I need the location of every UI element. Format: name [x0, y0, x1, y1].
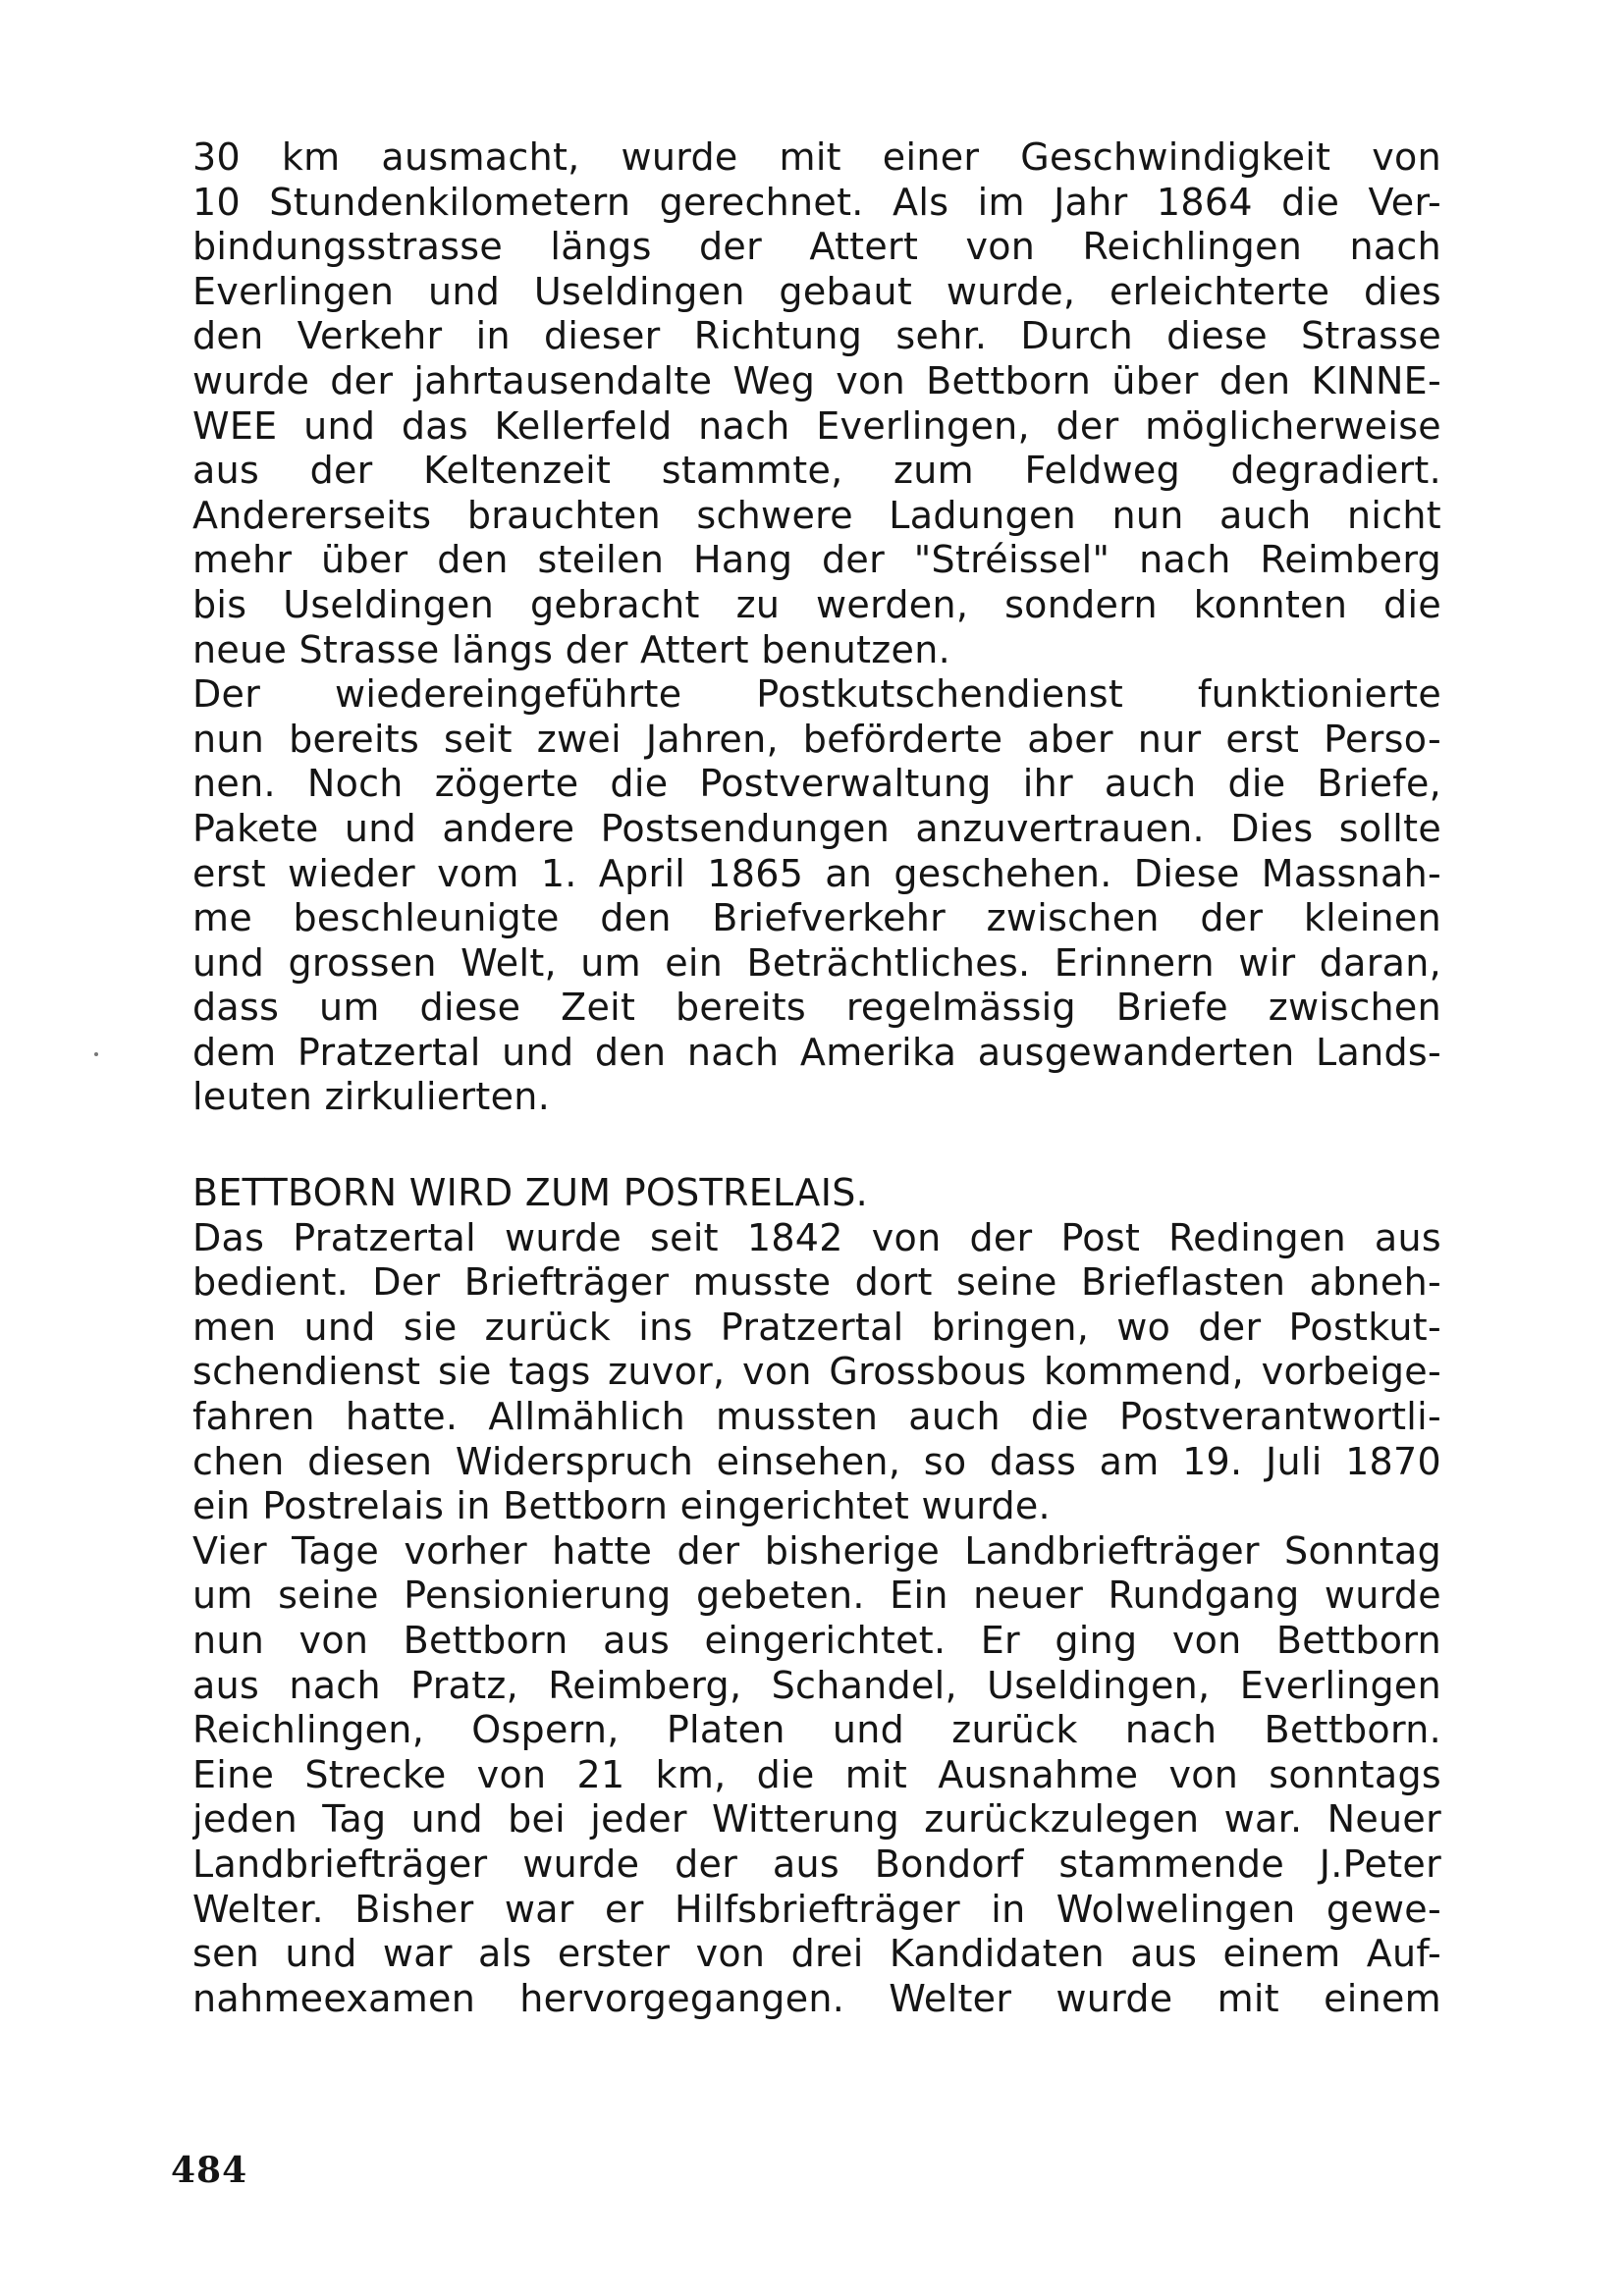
text-line: me beschleunigte den Briefverkehr zwischen der kleinen — [192, 896, 1441, 940]
page-number: 484 — [171, 2150, 248, 2191]
text-line: wurde der jahrtausendalte Weg von Bettborn über den KINNE- — [192, 358, 1441, 402]
section-heading: BETTBORN WIRD ZUM POSTRELAIS. — [192, 1171, 869, 1215]
text-line: dem Pratzertal und den nach Amerika ausgewanderten Lands- — [192, 1030, 1441, 1074]
text-line: Reichlingen, Ospern, Platen und zurück nach Bettborn. — [192, 1708, 1441, 1752]
text-line: aus nach Pratz, Reimberg, Schandel, Useldingen, Everlingen — [192, 1663, 1441, 1707]
text-line: Welter. Bisher war er Hilfsbriefträger in Wolwelingen gewe- — [192, 1887, 1441, 1931]
text-line: chen diesen Widerspruch einsehen, so dass am 19. Juli 1870 — [192, 1439, 1441, 1483]
text-line: jeden Tag und bei jeder Witterung zurückzulegen war. Neuer — [192, 1797, 1441, 1842]
text-line: neue Strasse längs der Attert benutzen. — [192, 627, 950, 671]
text-line: Der wiedereingeführte Postkutschendienst funktionierte — [192, 672, 1441, 717]
text-line: aus der Keltenzeit stammte, zum Feldweg degradiert. — [192, 449, 1441, 493]
section-spacer — [192, 1120, 1441, 1171]
text-line: 30 km ausmacht, wurde mit einer Geschwindigkeit von — [192, 135, 1441, 179]
text-line: Das Pratzertal wurde seit 1842 von der Post Redingen aus — [192, 1215, 1441, 1259]
text-line: leuten zirkulierten. — [192, 1075, 551, 1119]
paragraph — [192, 1529, 1441, 2022]
body-text — [192, 135, 1441, 2021]
text-line: schendienst sie tags zuvor, von Grossbous kommend, vorbeige- — [192, 1350, 1441, 1394]
text-line: bindungsstrasse längs der Attert von Reichlingen nach — [192, 225, 1441, 269]
text-line: und grossen Welt, um ein Beträchtliches. Erinnern wir daran, — [192, 940, 1441, 985]
text-line: 10 Stundenkilometern gerechnet. Als im Jahr 1864 die Ver- — [192, 180, 1441, 224]
text-line: bis Useldingen gebracht zu werden, sondern konnten die — [192, 582, 1441, 626]
text-line: Landbriefträger wurde der aus Bondorf stammende J.Peter — [192, 1842, 1441, 1886]
text-line: dass um diese Zeit bereits regelmässig Briefe zwischen — [192, 986, 1441, 1030]
text-line: Pakete und andere Postsendungen anzuvertrauen. Dies sollte — [192, 806, 1441, 850]
text-line: Eine Strecke von 21 km, die mit Ausnahme von sonntags — [192, 1752, 1441, 1796]
paragraph — [192, 672, 1441, 1120]
text-line: mehr über den steilen Hang der "Stréissel" nach Reimberg — [192, 538, 1441, 582]
paragraph — [192, 135, 1441, 672]
text-line: fahren hatte. Allmählich mussten auch die Postverantwortli- — [192, 1395, 1441, 1439]
text-line: erst wieder vom 1. April 1865 an geschehen. Diese Massnah- — [192, 851, 1441, 895]
text-line: um seine Pensionierung gebeten. Ein neuer Rundgang wurde — [192, 1574, 1441, 1618]
text-line: ein Postrelais in Bettborn eingerichtet wurde. — [192, 1484, 1051, 1528]
text-line: Vier Tage vorher hatte der bisherige Landbriefträger Sonntag — [192, 1528, 1441, 1573]
text-line: nun bereits seit zwei Jahren, beförderte aber nur erst Perso- — [192, 717, 1441, 761]
text-line: bedient. Der Briefträger musste dort seine Brieflasten abneh- — [192, 1260, 1441, 1305]
text-line: sen und war als erster von drei Kandidaten aus einem Auf- — [192, 1932, 1441, 1976]
paragraph — [192, 1216, 1441, 1529]
text-line: nahmeexamen hervorgegangen. Welter wurde mit einem — [192, 1976, 1441, 2020]
text-line: men und sie zurück ins Pratzertal bringen, wo der Postkut- — [192, 1305, 1441, 1349]
text-line: Everlingen und Useldingen gebaut wurde, erleichterte dies — [192, 269, 1441, 313]
text-line: nen. Noch zögerte die Postverwaltung ihr auch die Briefe, — [192, 762, 1441, 806]
text-line: Andererseits brauchten schwere Ladungen nun auch nicht — [192, 493, 1441, 537]
text-line: nun von Bettborn aus eingerichtet. Er ging von Bettborn — [192, 1619, 1441, 1662]
text-line: den Verkehr in dieser Richtung sehr. Durch diese Strasse — [192, 314, 1441, 358]
text-line: WEE und das Kellerfeld nach Everlingen, der möglicherweise — [192, 403, 1441, 448]
scan-speck — [94, 1052, 98, 1056]
